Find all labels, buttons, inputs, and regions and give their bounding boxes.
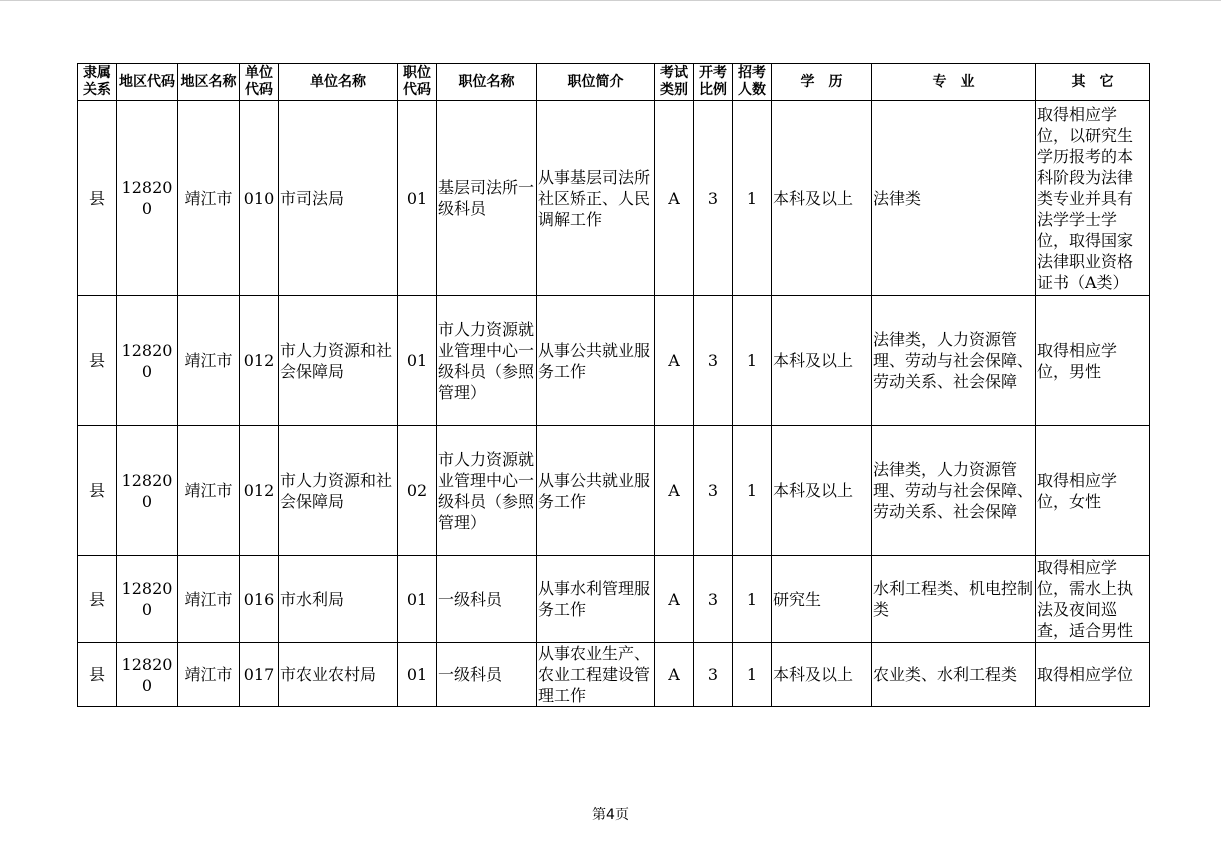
cell-position-name: 一级科员 [437,643,537,707]
header-unit-code: 单位代码 [240,64,279,101]
cell-education: 本科及以上 [772,643,872,707]
cell-ratio: 3 [694,643,733,707]
cell-other: 取得相应学位，女性 [1036,426,1150,556]
cell-unit-code: 012 [240,426,279,556]
cell-unit-name: 市农业农村局 [279,643,398,707]
cell-position-description: 从事公共就业服务工作 [537,426,655,556]
cell-ratio: 3 [694,556,733,643]
header-unit-name: 单位名称 [279,64,398,101]
cell-area-code: 128200 [117,426,178,556]
header-exam-type: 考试类别 [655,64,694,101]
cell-unit-name: 市水利局 [279,556,398,643]
cell-other: 取得相应学位，需水上执法及夜间巡查，适合男性 [1036,556,1150,643]
cell-unit-code: 016 [240,556,279,643]
table-row [78,296,1150,426]
cell-unit-code: 010 [240,101,279,296]
cell-other: 取得相应学位，以研究生学历报考的本科阶段为法律类专业并具有法学学士学位，取得国家法律职业资格证书（A类） [1036,101,1150,296]
cell-education: 本科及以上 [772,426,872,556]
cell-area-name: 靖江市 [178,556,240,643]
cell-exam-type: A [655,296,694,426]
cell-position-name: 基层司法所一级科员 [437,101,537,296]
cell-level: 县 [78,296,117,426]
cell-exam-type: A [655,426,694,556]
cell-count: 1 [733,101,772,296]
table-row [78,101,1150,296]
cell-position-code: 02 [398,426,437,556]
header-major: 专 业 [872,64,1036,101]
cell-ratio: 3 [694,426,733,556]
header-ratio: 开考比例 [694,64,733,101]
page-number: 第4页 [592,807,629,823]
header-position-code: 职位代码 [398,64,437,101]
cell-position-code: 01 [398,101,437,296]
cell-count: 1 [733,556,772,643]
header-area-code: 地区代码 [117,64,178,101]
cell-unit-name: 市人力资源和社会保障局 [279,296,398,426]
cell-other: 取得相应学位，男性 [1036,296,1150,426]
cell-exam-type: A [655,101,694,296]
cell-major: 法律类 [872,101,1036,296]
cell-count: 1 [733,643,772,707]
cell-major: 水利工程类、机电控制类 [872,556,1036,643]
cell-position-description: 从事农业生产、农业工程建设管理工作 [537,643,655,707]
cell-level: 县 [78,556,117,643]
header-other: 其 它 [1036,64,1150,101]
cell-unit-name: 市人力资源和社会保障局 [279,426,398,556]
cell-education: 本科及以上 [772,296,872,426]
table-row [78,556,1150,643]
cell-position-code: 01 [398,556,437,643]
cell-education: 本科及以上 [772,101,872,296]
cell-level: 县 [78,643,117,707]
cell-position-name: 一级科员 [437,556,537,643]
cell-unit-code: 017 [240,643,279,707]
cell-education: 研究生 [772,556,872,643]
cell-exam-type: A [655,643,694,707]
cell-major: 法律类，人力资源管理、劳动与社会保障、劳动关系、社会保障 [872,426,1036,556]
header-row [78,64,1150,101]
cell-area-code: 128200 [117,643,178,707]
cell-position-name: 市人力资源就业管理中心一级科员（参照管理） [437,426,537,556]
cell-area-name: 靖江市 [178,643,240,707]
cell-area-code: 128200 [117,101,178,296]
cell-ratio: 3 [694,296,733,426]
header-position-description: 职位简介 [537,64,655,101]
cell-ratio: 3 [694,101,733,296]
cell-area-name: 靖江市 [178,101,240,296]
header-count: 招考人数 [733,64,772,101]
cell-count: 1 [733,426,772,556]
cell-position-code: 01 [398,643,437,707]
header-area-name: 地区名称 [178,64,240,101]
header-education: 学 历 [772,64,872,101]
cell-position-description: 从事公共就业服务工作 [537,296,655,426]
cell-area-code: 128200 [117,296,178,426]
table-row [78,426,1150,556]
header-position-name: 职位名称 [437,64,537,101]
top-border-line [0,0,1221,1]
cell-exam-type: A [655,556,694,643]
cell-level: 县 [78,426,117,556]
cell-position-code: 01 [398,296,437,426]
cell-unit-code: 012 [240,296,279,426]
cell-unit-name: 市司法局 [279,101,398,296]
cell-major: 法律类，人力资源管理、劳动与社会保障、劳动关系、社会保障 [872,296,1036,426]
positions-table [77,63,1150,707]
cell-position-description: 从事基层司法所社区矫正、人民调解工作 [537,101,655,296]
cell-area-name: 靖江市 [178,296,240,426]
cell-major: 农业类、水利工程类 [872,643,1036,707]
header-level: 隶属关系 [78,64,117,101]
cell-position-name: 市人力资源就业管理中心一级科员（参照管理） [437,296,537,426]
cell-level: 县 [78,101,117,296]
cell-other: 取得相应学位 [1036,643,1150,707]
cell-area-name: 靖江市 [178,426,240,556]
table-row [78,643,1150,707]
cell-count: 1 [733,296,772,426]
cell-position-description: 从事水利管理服务工作 [537,556,655,643]
cell-area-code: 128200 [117,556,178,643]
